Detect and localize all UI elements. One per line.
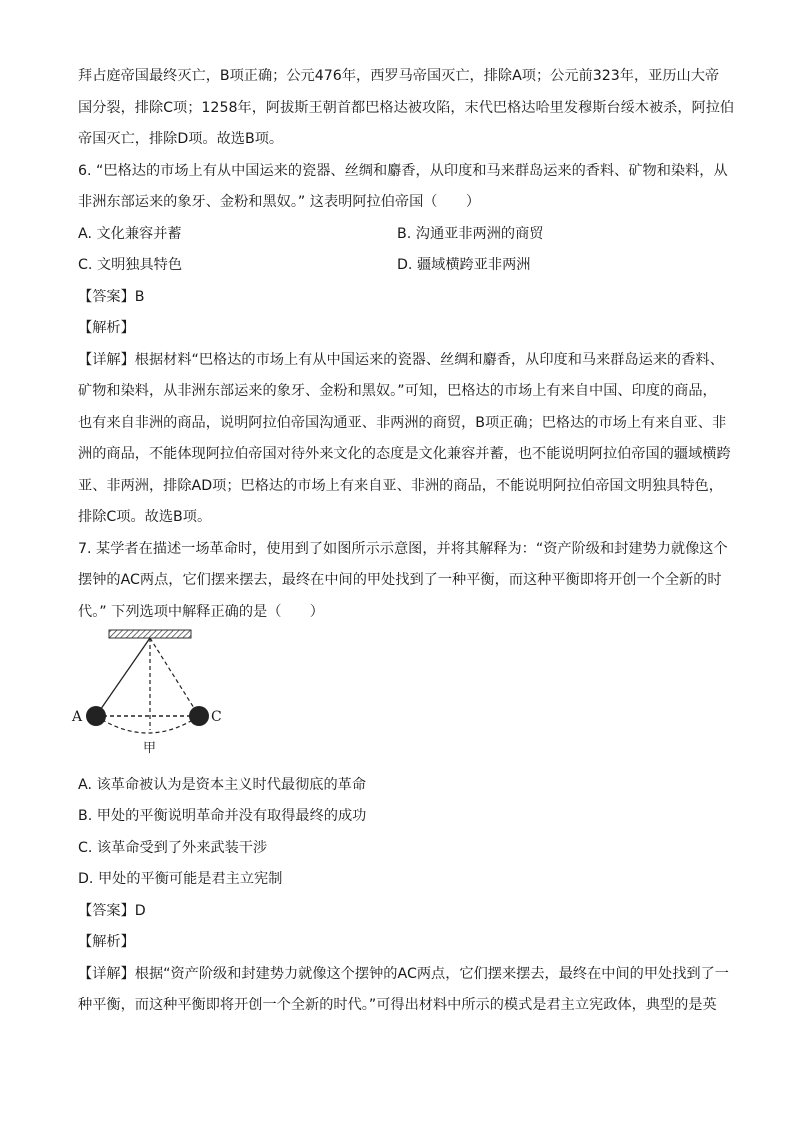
pendulum-diagram — [66, 624, 236, 760]
swing-arc — [96, 716, 199, 733]
question-7-stem-line-1: 7. 某学者在描述一场革命时，使用到了如图所示示意图，并将其解释为：“资产阶级和封建势力就像这个 — [78, 541, 728, 557]
continuation-line-3: 帝国灭亡，排除D项。故选B项。 — [78, 131, 284, 147]
answer-tag: 【答案】 — [78, 289, 135, 305]
question-6-detail-line-1 — [78, 350, 724, 372]
question-7-option-b: B. 甲处的平衡说明革命并没有取得最终的成功 — [78, 808, 367, 824]
ceiling-mount — [109, 630, 191, 638]
question-6-detail-line-4: 洲的商品，不能体现阿拉伯帝国对待外来文化的态度是文化兼容并蓄，也不能说明阿拉伯帝国的疆域横跨 — [78, 446, 731, 462]
question-7-stem-line-2: 摆钟的AC两点，它们摆来摆去，最终在中间的甲处找到了一种平衡，而这种平衡即将开创一个全新的时 — [78, 572, 722, 588]
answer-value: B — [134, 289, 145, 305]
label-a: A — [72, 709, 83, 725]
detail-tag: 【详解】 — [78, 966, 135, 982]
pendulum-string-a — [96, 638, 150, 716]
continuation-line-2: 国分裂，排除C项；1258年，阿拔斯王朝首都巴格达被攻陷，末代巴格达哈里发穆斯台绥木被杀，阿拉伯 — [78, 100, 735, 116]
question-7-detail-line-1 — [78, 964, 729, 986]
pendulum-bob-a — [86, 706, 106, 726]
question-6-detail-line-6: 排除C项。故选B项。 — [78, 509, 212, 525]
pendulum-string-c — [150, 638, 199, 716]
question-7-answer — [78, 901, 146, 923]
question-7-detail-line-2: 种平衡，而这种平衡即将开创一个全新的时代。”可得出材料中所示的模式是君主立宪政体，典型的是英 — [78, 997, 717, 1013]
question-6-option-d: D. 疆域横跨亚非两洲 — [397, 257, 531, 273]
detail-tag: 【详解】 — [78, 352, 135, 368]
detail-text: 根据材料“巴格达的市场上有从中国运来的瓷器、丝绸和麝香，从印度和马来群岛运来的香料、 — [134, 352, 724, 368]
question-6-stem-line-2: 非洲东部运来的象牙、金粉和黑奴。” 这表明阿拉伯帝国（ ） — [78, 194, 481, 210]
question-6-option-b: B. 沟通亚非两洲的商贸 — [397, 226, 544, 242]
label-c: C — [211, 709, 222, 725]
question-7-option-c: C. 该革命受到了外来武装干涉 — [78, 840, 268, 856]
label-jia: 甲 — [143, 741, 157, 756]
question-6-detail-line-2: 矿物和染料，从非洲东部运来的象牙、金粉和黑奴。”可知，巴格达的市场上有来自中国、印度的商品， — [78, 383, 717, 399]
question-7-stem-line-3: 代。” 下列选项中解释正确的是（ ） — [78, 604, 324, 620]
continuation-line-1: 拜占庭帝国最终灭亡，B项正确；公元476年，西罗马帝国灭亡，排除A项；公元前323年，亚历山大帝 — [78, 68, 720, 84]
pendulum-bob-c — [189, 706, 209, 726]
question-7-option-a: A. 该革命被认为是资本主义时代最彻底的革命 — [78, 777, 367, 793]
question-6-stem-line-1: 6. “巴格达的市场上有从中国运来的瓷器、丝绸和麝香，从印度和马来群岛运来的香料、矿物和染料，从 — [78, 163, 728, 179]
question-6-option-c: C. 文明独具特色 — [78, 257, 183, 273]
detail-text: 根据“资产阶级和封建势力就像这个摆钟的AC两点，它们摆来摆去，最终在中间的甲处找到了一 — [134, 966, 729, 982]
question-6-answer — [78, 287, 145, 309]
question-6-detail-line-3: 也有来自非洲的商品，说明阿拉伯帝国沟通亚、非两洲的商贸，B项正确；巴格达的市场上有来自亚、非 — [78, 415, 727, 431]
question-7-analysis-tag: 【解析】 — [78, 934, 135, 950]
question-6-detail-line-5: 亚、非两洲，排除AD项；巴格达的市场上有来自亚、非洲的商品，不能说明阿拉伯帝国文明独具特色， — [78, 478, 723, 494]
question-7-option-d: D. 甲处的平衡可能是君主立宪制 — [78, 871, 283, 887]
answer-tag: 【答案】 — [78, 903, 135, 919]
question-6-option-a: A. 文化兼容并蓄 — [78, 226, 182, 242]
answer-value: D — [134, 903, 146, 919]
question-6-analysis-tag: 【解析】 — [78, 320, 135, 336]
